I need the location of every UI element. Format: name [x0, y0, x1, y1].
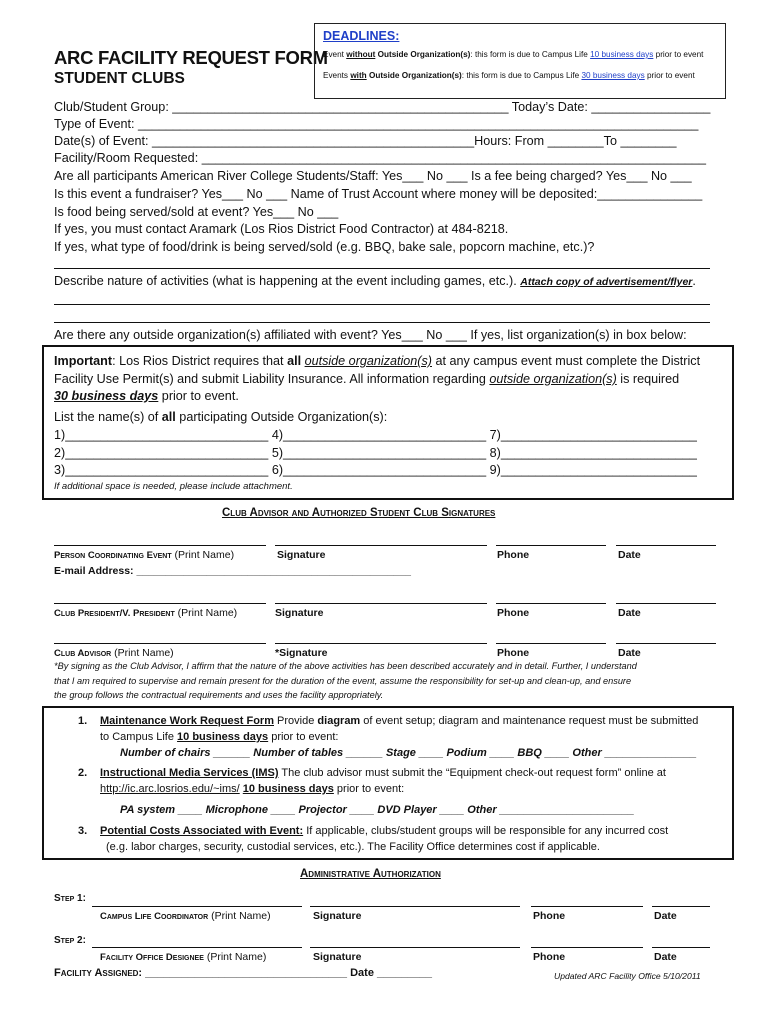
important-line-1: Important: Los Rios District requires that all outside organization(s) at any campus event must complete the District	[54, 354, 701, 368]
step2-signature-label: Signature	[313, 951, 362, 963]
club-group-field[interactable]: Club/Student Group: ________________________________________________ Today’s Date: _________________	[54, 100, 711, 114]
org-row-2[interactable]: 2)_____________________________ 5)_____________________________ 8)____________________________	[54, 446, 697, 460]
important-line-3: 30 business days prior to event.	[54, 389, 239, 403]
president-phone-line[interactable]	[496, 603, 606, 604]
form-title: ARC FACILITY REQUEST FORM	[54, 47, 328, 68]
fundraiser-question[interactable]: Is this event a fundraiser? Yes___ No ___ Name of Trust Account where money will be deposited:_______________	[54, 187, 703, 201]
coord-phone-label: Phone	[497, 549, 530, 561]
advisor-date-line[interactable]	[616, 643, 716, 644]
facility-assigned-field[interactable]: Facility Assigned: _________________________________ Date _________	[54, 967, 433, 979]
step1-label: Step 1:	[54, 893, 86, 904]
attachment-note: If additional space is needed, please include attachment.	[54, 481, 293, 492]
item3-line-2: (e.g. labor charges, security, custodial services, etc.). The Facility Office determines cost if applicable.	[106, 841, 600, 853]
advisor-signature-label: *Signature	[275, 647, 328, 659]
org-row-3[interactable]: 3)_____________________________ 6)_____________________________ 9)____________________________	[54, 463, 697, 477]
deadlines-box	[314, 23, 726, 99]
signatures-heading: Club Advisor and Authorized Student Club Signatures	[222, 507, 496, 519]
item1-number: 1.	[78, 715, 88, 727]
food-type-line[interactable]	[54, 268, 710, 269]
activities-question: Describe nature of activities (what is happening at the event including games, etc.). Attach copy of advertisement/flyer.	[54, 274, 696, 288]
president-date-line[interactable]	[616, 603, 716, 604]
president-date-label: Date	[618, 607, 641, 619]
president-label: Club President/V. President (Print Name)	[54, 607, 238, 619]
step1-phone-line[interactable]	[531, 906, 643, 907]
advisor-label: Club Advisor (Print Name)	[54, 647, 174, 659]
advisor-phone-line[interactable]	[496, 643, 606, 644]
advisor-signature-line[interactable]	[275, 643, 487, 644]
president-phone-label: Phone	[497, 607, 530, 619]
coord-signature-label: Signature	[277, 549, 326, 561]
step1-date-line[interactable]	[652, 906, 710, 907]
equipment-options-field[interactable]: PA system ____ Microphone ____ Projector ____ DVD Player ____ Other ______________________	[120, 804, 635, 816]
coord-date-line[interactable]	[616, 545, 716, 546]
step1-signature-line[interactable]	[310, 906, 520, 907]
updated-note: Updated ARC Facility Office 5/10/2011	[554, 971, 701, 981]
outside-org-question[interactable]: Are there any outside organization(s) affiliated with event? Yes___ No ___ If yes, list organization(s) in box below:	[54, 328, 687, 342]
advisor-date-label: Date	[618, 647, 641, 659]
deadline-without: Event without Outside Organization(s): this form is due to Campus Life 10 business days prior to event	[323, 50, 704, 59]
facility-room-field[interactable]: Facility/Room Requested: ________________________________________________________________________	[54, 151, 706, 165]
activities-line-2[interactable]	[54, 322, 710, 323]
step2-label: Step 2:	[54, 935, 86, 946]
step2-date-label: Date	[654, 951, 677, 963]
item1-line-1: Maintenance Work Request Form Provide diagram of event setup; diagram and maintenance request must be submitted	[100, 715, 699, 727]
setup-options-field[interactable]: Number of chairs ______ Number of tables ______ Stage ____ Podium ____ BBQ ____ Other _______________	[120, 747, 697, 759]
advisor-disclaimer-2: that I am required to supervise and remain present for the duration of the event, assume the responsibility for set-up and clean-up, and ensure	[54, 676, 632, 686]
step1-date-label: Date	[654, 910, 677, 922]
important-line-2: Facility Use Permit(s) and submit Liability Insurance. All information regarding outside organization(s) is required	[54, 372, 680, 386]
coord-signature-line[interactable]	[275, 545, 487, 546]
aramark-note: If yes, you must contact Aramark (Los Rios District Food Contractor) at 484-8218.	[54, 222, 509, 236]
deadlines-title: DEADLINES:	[323, 29, 400, 43]
step1-phone-label: Phone	[533, 910, 566, 922]
org-row-1[interactable]: 1)_____________________________ 4)_____________________________ 7)____________________________	[54, 428, 697, 442]
food-type-question: If yes, what type of food/drink is being served/sold (e.g. BBQ, bake sale, popcorn machine, etc.)?	[54, 240, 595, 254]
step2-phone-label: Phone	[533, 951, 566, 963]
ims-link: Instructional Media Services (IMS)	[100, 767, 279, 779]
coord-phone-line[interactable]	[496, 545, 606, 546]
advisor-disclaimer-1: *By signing as the Club Advisor, I affirm that the nature of the above activities has been described accurately and in detail. Further, I understand	[54, 661, 637, 671]
step1-name-line[interactable]	[92, 906, 302, 907]
step1-role-label: Campus Life Coordinator (Print Name)	[100, 910, 271, 922]
participants-fee-question[interactable]: Are all participants American River College Students/Staff: Yes___ No ___ Is a fee being charged? Yes___ No ___	[54, 169, 692, 183]
admin-heading: Administrative Authorization	[300, 868, 441, 880]
item3-number: 3.	[78, 825, 88, 837]
food-question[interactable]: Is food being served/sold at event? Yes___ No ___	[54, 205, 339, 219]
item2-line-2: http://ic.arc.losrios.edu/~ims/ 10 business days prior to event:	[100, 783, 405, 795]
president-name-line[interactable]	[54, 603, 266, 604]
coord-name-line[interactable]	[54, 545, 266, 546]
step2-role-label: Facility Office Designee (Print Name)	[100, 951, 267, 963]
form-subtitle: STUDENT CLUBS	[54, 70, 185, 87]
org-list-label: List the name(s) of all participating Outside Organization(s):	[54, 410, 388, 424]
president-signature-line[interactable]	[275, 603, 487, 604]
item2-number: 2.	[78, 767, 88, 779]
coord-label: Person Coordinating Event (Print Name)	[54, 549, 235, 561]
item1-line-2: to Campus Life 10 business days prior to event:	[100, 731, 339, 743]
activities-line-1[interactable]	[54, 304, 710, 305]
item2-line-1: Instructional Media Services (IMS) The club advisor must submit the “Equipment check-out request form” online at	[100, 767, 666, 779]
advisor-phone-label: Phone	[497, 647, 530, 659]
step2-date-line[interactable]	[652, 947, 710, 948]
maintenance-work-request-link: Maintenance Work Request Form	[100, 715, 274, 727]
step1-signature-label: Signature	[313, 910, 362, 922]
email-field[interactable]: E-mail Address: _______________________________________________	[54, 565, 411, 577]
dates-hours-field[interactable]: Date(s) of Event: ______________________________________________Hours: From ________To ________	[54, 134, 677, 148]
advisor-name-line[interactable]	[54, 643, 266, 644]
president-signature-label: Signature	[275, 607, 324, 619]
advisor-disclaimer-3: the group follows the contractual requirements and uses the facility appropriately.	[54, 690, 384, 700]
deadline-with: Events with Outside Organization(s): this form is due to Campus Life 30 business days prior to event	[323, 71, 695, 80]
type-of-event-field[interactable]: Type of Event: ________________________________________________________________________________	[54, 117, 699, 131]
coord-date-label: Date	[618, 549, 641, 561]
step2-signature-line[interactable]	[310, 947, 520, 948]
step2-phone-line[interactable]	[531, 947, 643, 948]
step2-name-line[interactable]	[92, 947, 302, 948]
ims-url-link[interactable]: http://ic.arc.losrios.edu/~ims/	[100, 783, 240, 795]
attach-flyer-link: Attach copy of advertisement/flyer	[520, 276, 693, 288]
item3-line-1: Potential Costs Associated with Event: If applicable, clubs/student groups will be responsible for any incurred cost	[100, 825, 669, 837]
